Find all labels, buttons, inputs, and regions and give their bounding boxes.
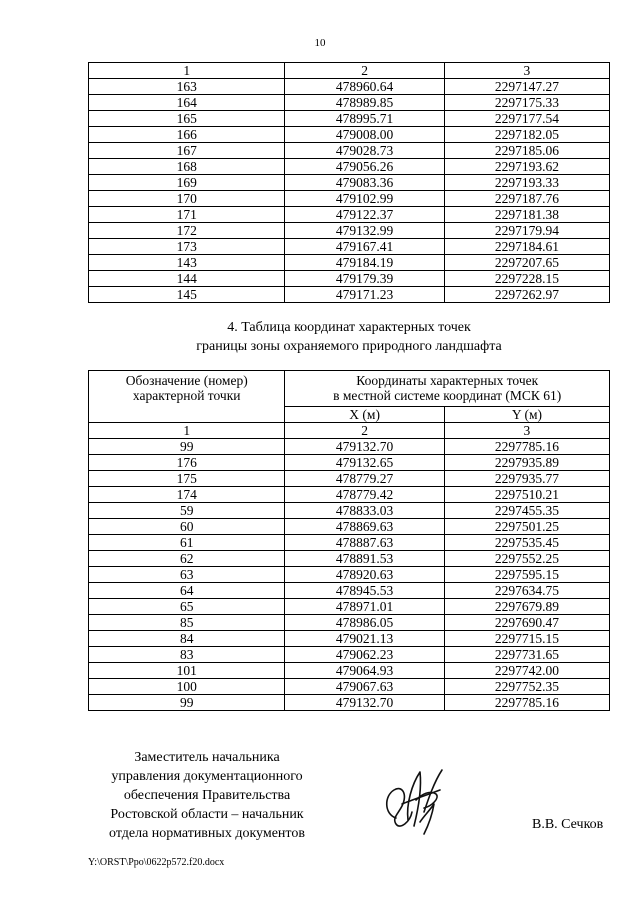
table-row — [89, 207, 610, 223]
table-row — [89, 79, 610, 95]
point-number-cell: 59 — [89, 503, 285, 519]
table-row — [89, 223, 610, 239]
point-number-cell: 175 — [89, 471, 285, 487]
point-number-cell: 143 — [89, 255, 285, 271]
x-coordinate-cell: 478945.53 — [285, 583, 444, 599]
heading-line-1: 4. Таблица координат характерных точек — [227, 320, 471, 335]
table-row — [89, 519, 610, 535]
point-number-cell: 61 — [89, 535, 285, 551]
x-coordinate-cell: 478989.85 — [285, 95, 444, 111]
y-coordinate-cell: 2297193.33 — [444, 175, 609, 191]
x-coordinate-cell: 479171.23 — [285, 287, 444, 303]
x-coordinate-cell: 479179.39 — [285, 271, 444, 287]
table-row — [89, 535, 610, 551]
point-header-line-1: Обозначение (номер) — [125, 373, 248, 388]
table-row — [89, 287, 610, 303]
x-coordinate-cell: 479132.70 — [285, 695, 444, 711]
y-coordinate-cell: 2297690.47 — [444, 615, 609, 631]
point-number-cell: 62 — [89, 551, 285, 567]
point-number-cell: 99 — [89, 439, 285, 455]
table-row — [89, 191, 610, 207]
point-number-cell: 144 — [89, 271, 285, 287]
table-row — [89, 695, 610, 711]
table-row — [89, 647, 610, 663]
point-number-cell: 100 — [89, 679, 285, 695]
table-row — [89, 255, 610, 271]
y-coordinate-cell: 2297501.25 — [444, 519, 609, 535]
handwritten-signature — [378, 760, 450, 838]
point-number-cell: 164 — [89, 95, 285, 111]
y-coordinate-cell: 2297175.33 — [444, 95, 609, 111]
table-row — [89, 487, 610, 503]
point-number-cell: 165 — [89, 111, 285, 127]
table-row — [89, 679, 610, 695]
point-number-cell: 171 — [89, 207, 285, 223]
x-coordinate-cell: 479083.36 — [285, 175, 444, 191]
x-coordinate-cell: 479102.99 — [285, 191, 444, 207]
column-number-1: 1 — [89, 423, 285, 439]
table-row — [89, 599, 610, 615]
y-coordinate-cell: 2297752.35 — [444, 679, 609, 695]
coordinates-header — [285, 371, 610, 407]
y-coordinate-cell: 2297181.38 — [444, 207, 609, 223]
point-number-cell: 145 — [89, 287, 285, 303]
position-line: отдела нормативных документов — [109, 826, 305, 841]
table-row — [89, 631, 610, 647]
x-coordinate-cell: 479167.41 — [285, 239, 444, 255]
x-coordinate-cell: 478869.63 — [285, 519, 444, 535]
y-coordinate-cell: 2297147.27 — [444, 79, 609, 95]
position-line: Заместитель начальника — [134, 750, 280, 765]
x-coordinate-cell: 478779.27 — [285, 471, 444, 487]
y-header: Y (м) — [444, 407, 609, 423]
column-number-2: 2 — [285, 63, 444, 79]
point-number-cell: 176 — [89, 455, 285, 471]
x-coordinate-cell: 479132.99 — [285, 223, 444, 239]
y-coordinate-cell: 2297634.75 — [444, 583, 609, 599]
x-coordinate-cell: 479021.13 — [285, 631, 444, 647]
y-coordinate-cell: 2297179.94 — [444, 223, 609, 239]
position-line: Ростовской области – начальник — [110, 807, 304, 822]
y-coordinate-cell: 2297187.76 — [444, 191, 609, 207]
table-row — [89, 127, 610, 143]
point-number-cell: 163 — [89, 79, 285, 95]
y-coordinate-cell: 2297731.65 — [444, 647, 609, 663]
y-coordinate-cell: 2297935.89 — [444, 455, 609, 471]
y-coordinate-cell: 2297552.25 — [444, 551, 609, 567]
point-number-cell: 83 — [89, 647, 285, 663]
y-coordinate-cell: 2297679.89 — [444, 599, 609, 615]
file-path: Y:\ORST\Ppo\0622p572.f20.docx — [88, 857, 225, 868]
table-row — [89, 503, 610, 519]
x-coordinate-cell: 479184.19 — [285, 255, 444, 271]
point-number-cell: 168 — [89, 159, 285, 175]
y-coordinate-cell: 2297193.62 — [444, 159, 609, 175]
x-coordinate-cell: 478891.53 — [285, 551, 444, 567]
point-number-cell: 101 — [89, 663, 285, 679]
point-number-cell: 174 — [89, 487, 285, 503]
table-row — [89, 567, 610, 583]
x-coordinate-cell: 479008.00 — [285, 127, 444, 143]
y-coordinate-cell: 2297785.16 — [444, 695, 609, 711]
x-coordinate-cell: 478779.42 — [285, 487, 444, 503]
y-coordinate-cell: 2297742.00 — [444, 663, 609, 679]
y-coordinate-cell: 2297535.45 — [444, 535, 609, 551]
y-coordinate-cell: 2297595.15 — [444, 567, 609, 583]
page-number: 10 — [314, 37, 326, 49]
point-designation-header — [89, 371, 285, 423]
coords-header-line-1: Координаты характерных точек — [356, 373, 539, 388]
table-column-numbers-row — [89, 423, 610, 439]
y-coordinate-cell: 2297228.15 — [444, 271, 609, 287]
point-number-cell: 99 — [89, 695, 285, 711]
y-coordinate-cell: 2297715.15 — [444, 631, 609, 647]
x-coordinate-cell: 478833.03 — [285, 503, 444, 519]
signatory-position — [88, 748, 326, 843]
column-number-3: 3 — [444, 423, 609, 439]
point-number-cell: 169 — [89, 175, 285, 191]
point-header-line-2: характерной точки — [132, 388, 241, 403]
table-row — [89, 239, 610, 255]
column-number-3: 3 — [444, 63, 609, 79]
table-header-row — [89, 63, 610, 79]
y-coordinate-cell: 2297184.61 — [444, 239, 609, 255]
x-coordinate-cell: 479132.65 — [285, 455, 444, 471]
y-coordinate-cell: 2297207.65 — [444, 255, 609, 271]
x-coordinate-cell: 478971.01 — [285, 599, 444, 615]
x-coordinate-cell: 479122.37 — [285, 207, 444, 223]
y-coordinate-cell: 2297935.77 — [444, 471, 609, 487]
x-coordinate-cell: 478960.64 — [285, 79, 444, 95]
table-row — [89, 159, 610, 175]
column-number-2: 2 — [285, 423, 444, 439]
y-coordinate-cell: 2297185.06 — [444, 143, 609, 159]
point-number-cell: 166 — [89, 127, 285, 143]
table-row — [89, 471, 610, 487]
coordinates-table-continued — [88, 62, 610, 303]
table-row — [89, 175, 610, 191]
signer-name: В.В. Сечков — [532, 817, 604, 832]
table-row — [89, 455, 610, 471]
x-coordinate-cell: 478995.71 — [285, 111, 444, 127]
table-row — [89, 583, 610, 599]
point-number-cell: 65 — [89, 599, 285, 615]
position-line: обеспечения Правительства — [123, 788, 291, 803]
x-coordinate-cell: 479132.70 — [285, 439, 444, 455]
y-coordinate-cell: 2297785.16 — [444, 439, 609, 455]
x-coordinate-cell: 479062.23 — [285, 647, 444, 663]
column-number-1: 1 — [89, 63, 285, 79]
boundary-coordinates-table — [88, 370, 610, 711]
table-row — [89, 551, 610, 567]
y-coordinate-cell: 2297182.05 — [444, 127, 609, 143]
table-header-row — [89, 371, 610, 407]
point-number-cell: 64 — [89, 583, 285, 599]
table-row — [89, 615, 610, 631]
table-row — [89, 663, 610, 679]
heading-line-2: границы зоны охраняемого природного ландшафта — [196, 339, 502, 354]
x-header: X (м) — [285, 407, 444, 423]
point-number-cell: 85 — [89, 615, 285, 631]
point-number-cell: 84 — [89, 631, 285, 647]
x-coordinate-cell: 479056.26 — [285, 159, 444, 175]
table-body — [89, 439, 610, 711]
x-coordinate-cell: 478986.05 — [285, 615, 444, 631]
section-heading — [88, 318, 610, 356]
table-row — [89, 95, 610, 111]
point-number-cell: 173 — [89, 239, 285, 255]
point-number-cell: 63 — [89, 567, 285, 583]
x-coordinate-cell: 479067.63 — [285, 679, 444, 695]
point-number-cell: 167 — [89, 143, 285, 159]
x-coordinate-cell: 479064.93 — [285, 663, 444, 679]
x-coordinate-cell: 478920.63 — [285, 567, 444, 583]
y-coordinate-cell: 2297455.35 — [444, 503, 609, 519]
table-row — [89, 439, 610, 455]
y-coordinate-cell: 2297510.21 — [444, 487, 609, 503]
coords-header-line-2: в местной системе координат (МСК 61) — [333, 388, 562, 403]
table-body — [89, 79, 610, 303]
point-number-cell: 170 — [89, 191, 285, 207]
point-number-cell: 60 — [89, 519, 285, 535]
table-row — [89, 143, 610, 159]
x-coordinate-cell: 478887.63 — [285, 535, 444, 551]
table-row — [89, 271, 610, 287]
table-row — [89, 111, 610, 127]
y-coordinate-cell: 2297177.54 — [444, 111, 609, 127]
x-coordinate-cell: 479028.73 — [285, 143, 444, 159]
y-coordinate-cell: 2297262.97 — [444, 287, 609, 303]
point-number-cell: 172 — [89, 223, 285, 239]
position-line: управления документационного — [111, 769, 303, 784]
